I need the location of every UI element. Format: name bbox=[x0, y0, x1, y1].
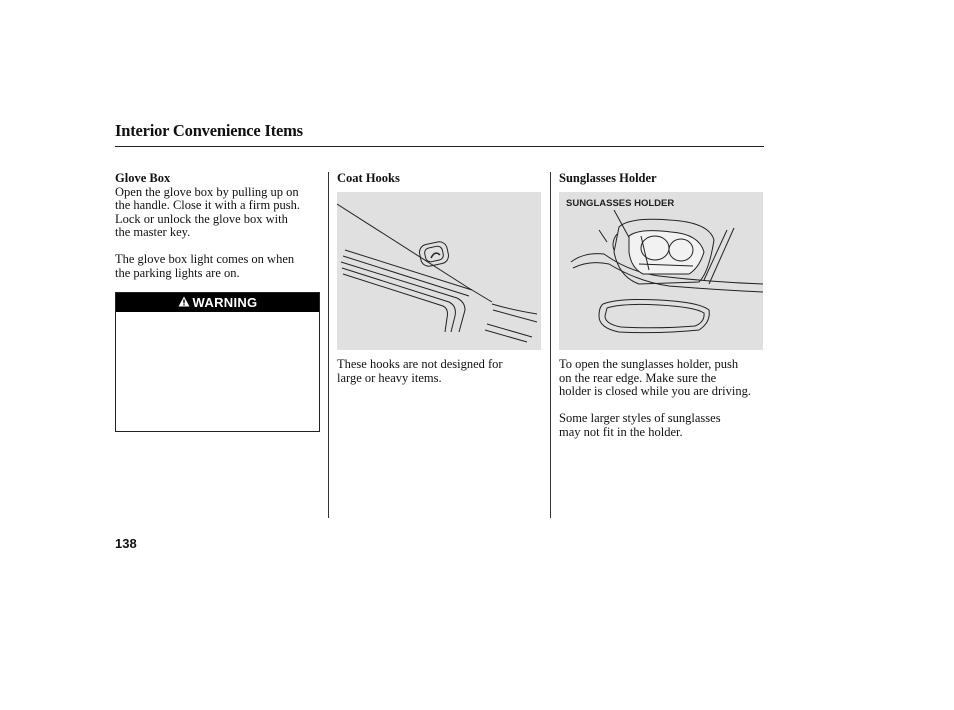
coat-hooks-text bbox=[337, 358, 547, 385]
warning-header bbox=[116, 293, 319, 312]
warning-label: WARNING bbox=[192, 295, 258, 310]
sunglasses-fit-line: Some larger styles of sunglasses bbox=[559, 411, 721, 425]
figure-callout-label: SUNGLASSES HOLDER bbox=[566, 198, 675, 209]
glove-box-text-line: the master key. bbox=[115, 225, 191, 239]
sunglasses-heading: Sunglasses Holder bbox=[559, 171, 657, 185]
sunglasses-text-line: To open the sunglasses holder, push bbox=[559, 357, 739, 371]
page-title: Interior Convenience Items bbox=[115, 121, 303, 140]
glove-box-section bbox=[115, 172, 325, 280]
sunglasses-holder-illustration bbox=[559, 192, 763, 350]
coat-hooks-text-line: large or heavy items. bbox=[337, 370, 442, 385]
sunglasses-text-line: holder is closed while you are driving. bbox=[559, 384, 751, 398]
title-divider bbox=[115, 146, 764, 147]
page-number: 138 bbox=[115, 536, 137, 551]
coat-hook-illustration bbox=[337, 192, 541, 350]
warning-box bbox=[115, 292, 320, 432]
glove-box-text-line: the handle. Close it with a firm push. bbox=[115, 198, 301, 212]
glove-box-heading: Glove Box bbox=[115, 171, 171, 185]
column-divider bbox=[550, 172, 551, 518]
coat-hooks-text-line: These hooks are not designed for bbox=[337, 357, 503, 371]
glove-box-text-line: Open the glove box by pulling up on bbox=[115, 184, 299, 199]
coat-hooks-section bbox=[337, 172, 547, 186]
glove-box-text-line: Lock or unlock the glove box with bbox=[115, 211, 288, 226]
warning-triangle-icon bbox=[178, 296, 190, 310]
sunglasses-text bbox=[559, 358, 774, 439]
sunglasses-section bbox=[559, 172, 769, 186]
glove-box-light-line: The glove box light comes on when bbox=[115, 252, 295, 266]
coat-hooks-heading: Coat Hooks bbox=[337, 171, 400, 185]
sunglasses-fit-line: may not fit in the holder. bbox=[559, 424, 683, 439]
glove-box-light-line: the parking lights are on. bbox=[115, 265, 240, 280]
column-divider bbox=[328, 172, 329, 518]
sunglasses-text-line: on the rear edge. Make sure the bbox=[559, 370, 717, 385]
